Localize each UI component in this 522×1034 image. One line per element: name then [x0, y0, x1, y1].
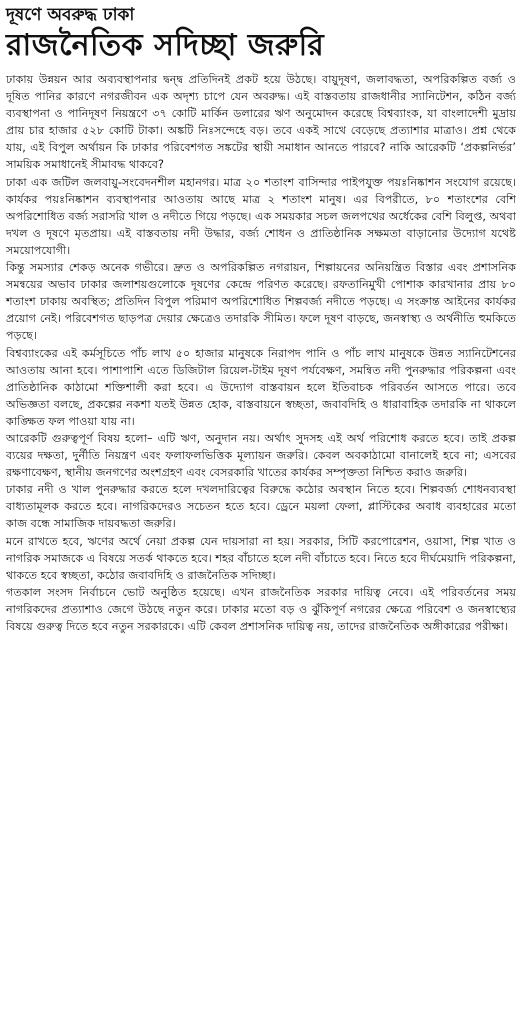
article-paragraph-7: মনে রাখতে হবে, ঋণের অর্থে নেয়া প্রকল্প যেন দায়সারা না হয়। সরকার, সিটি করপোরেশন, ওয়াসা, শিল্প খাত ও নাগরিক সমাজকে এ বিষয়ে সতর্ক থাকতে হবে। শহর বাঁচাতে হলে নদী বাঁচাতে হবে। নিতে হবে দীর্ঘমেয়াদি পরিকল্পনা, থাকতে হবে স্বচ্ছতা, কঠোর জবাবদিহি ও রাজনৈতিক সদিচ্ছা।: [6, 534, 516, 582]
article-kicker: দূষণে অবরুদ্ধ ঢাকা: [6, 5, 135, 25]
article-paragraph-8: গতকাল সংসদ নির্বাচনে ভোট অনুষ্ঠিত হয়েছে। এখন রাজনৈতিক সরকার দায়িত্ব নেবে। এই পরিবর্তনের সময় নাগরিকদের প্রত্যাশাও জেগে উঠছে নতুন করে। ঢাকার মতো বড় ও ঝুঁকিপূর্ণ নগরের ক্ষেত্রে পরিবেশ ও জনস্বাস্থ্যের বিষয়ে গুরুত্ব দিতে হবে নতুন সরকারকে। এটি কেবল প্রশাসনিক দায়িত্ব নয়, তাদের রাজনৈতিক অঙ্গীকারের পরীক্ষা।: [6, 585, 516, 633]
article-paragraph-4: বিশ্বব্যাংকের এই কর্মসূচিতে পাঁচ লাখ ৫০ হাজার মানুষকে নিরাপদ পানি ও পাঁচ লাখ মানুষকে উন্নত স্যানিটেশনের আওতায় আনা হবে। পাশাপাশি এতে ডিজিটাল রিয়েল-টাইম দূষণ পর্যবেক্ষণ, সমন্বিত নদী পুনরুদ্ধার পরিকল্পনা এবং প্রাতিষ্ঠানিক কাঠামো শক্তিশালী করা হবে। এ উদ্যোগ বাস্তবায়ন হলে ইতিবাচক পরিবর্তন আসতে পারে। তবে অভিজ্ঞতা বলছে, প্রকল্পের নকশা যতই উন্নত হোক, বাস্তবায়নে স্বচ্ছতা, জবাবদিহি ও ধারাবাহিক তদারকি না থাকলে কাঙ্ক্ষিত ফল পাওয়া যায় না।: [6, 346, 516, 428]
article-paragraph-5: আরেকটি গুরুত্বপূর্ণ বিষয় হলো– এটি ঋণ, অনুদান নয়। অর্থাৎ সুদসহ এই অর্থ পরিশোধ করতে হবে। তাই প্রকল্প ব্যয়ের দক্ষতা, দুর্নীতি নিয়ন্ত্রণ এবং ফলাফলভিত্তিক মূল্যায়ন জরুরি। কেবল অবকাঠামো বানালেই হবে না; এসবের রক্ষণাবেক্ষণ, স্থানীয় জনগণের অংশগ্রহণ এবং বেসরকারি খাতের কার্যকর সম্পৃক্ততা নিশ্চিত করাও জরুরি।: [6, 431, 516, 480]
article-paragraph-3: কিন্তু সমস্যার শেকড় অনেক গভীরে। দ্রুত ও অপরিকল্পিত নগরায়ন, শিল্পায়নের অনিয়ন্ত্রিত বিস্তার এবং প্রশাসনিক সমন্বয়ের অভাব ঢাকার জলাশয়গুলোকে দূষণের কেন্দ্রে পরিণত করেছে। রফতানিমুখী পোশাক কারখানার প্রায় ৮০ শতাংশ ঢাকায় অবস্থিত; প্রতিদিন বিপুল পরিমাণ অপরিশোধিত শিল্পবর্জ্য নদীতে পড়ছে। এ সংক্রান্ত আইনের কার্যকর প্রয়োগ নেই। পরিবেশগত ছাড়পত্র দেয়ার ক্ষেত্রেও তদারকি সীমিত। ফলে দূষণ বাড়ছে, জনস্বাস্থ্য ও অর্থনীতি হুমকিতে পড়ছে।: [6, 261, 516, 343]
article-paragraph-6: ঢাকার নদী ও খাল পুনরুদ্ধার করতে হলে দখলদারিত্বের বিরুদ্ধে কঠোর অবস্থান নিতে হবে। শিল্পবর্জ্য শোধনব্যবস্থা বাধ্যতামূলক করতে হবে। নাগরিকদেরও সচেতন হতে হবে। ড্রেনে ময়লা ফেলা, প্লাস্টিকের অবাধ ব্যবহারের মতো কাজ বন্ধে সামাজিক দায়বদ্ধতা জরুরি।: [6, 483, 516, 531]
article-paragraph-1: ঢাকায় উন্নয়ন আর অব্যবস্থাপনার দ্বন্দ্ব প্রতিদিনই প্রকট হয়ে উঠছে। বায়ুদূষণ, জলাবদ্ধতা, অপরিকল্পিত বর্জ্য ও দূষিত পানির কারণে নগরজীবন এক অদৃশ্য চাপে যেন অবরুদ্ধ। এই বাস্তবতায় রাজধানীর স্যানিটেশন, কঠিন বর্জ্য ব্যবস্থাপনা ও পানিদূষণ নিয়ন্ত্রণে ৩৭ কোটি মার্কিন ডলারের ঋণ অনুমোদন করেছে বিশ্বব্যাংক, যা বাংলাদেশী মুদ্রায় প্রায় চার হাজার ৫২৮ কোটি টাকা। অঙ্কটি নিঃসন্দেহে বড়। তবে একই সাথে বেড়েছে প্রত্যাশার মাত্রাও। প্রশ্ন থেকে যায়, এই বিপুল অর্থায়ন কি ঢাকার পরিবেশগত সঙ্কটের স্থায়ী সমাধান আনতে পারবে? নাকি আরেকটি ‘প্রকল্পনির্ভর’ সাময়িক সমাধানেই সীমাবদ্ধ থাকবে?: [6, 73, 516, 172]
article-body: [6, 71, 516, 635]
article-headline: রাজনৈতিক সদিচ্ছা জরুরি: [6, 28, 325, 63]
article-paragraph-2: ঢাকা এক জটিল জলবায়ু-সংবেদনশীল মহানগর। মাত্র ২০ শতাংশ বাসিন্দার পাইপযুক্ত পয়ঃনিষ্কাশন সংযোগ রয়েছে। কার্যকর পয়ঃনিষ্কাশন ব্যবস্থাপনার আওতায় আছে মাত্র ২ শতাংশ মানুষ। এর বিপরীতে, ৮০ শতাংশের বেশি অপরিশোধিত বর্জ্য সরাসরি খাল ও নদীতে গিয়ে পড়ছে। এক সময়কার সচল জলপথের অর্ধেকের বেশি বিলুপ্ত, অথবা দখল ও দূষণে মৃতপ্রায়। এই বাস্তবতায় নদী উদ্ধার, বর্জ্য শোধন ও প্রাতিষ্ঠানিক সক্ষমতা বাড়ানোর উদ্যোগ যথেষ্ট সময়োপযোগী।: [6, 175, 516, 257]
